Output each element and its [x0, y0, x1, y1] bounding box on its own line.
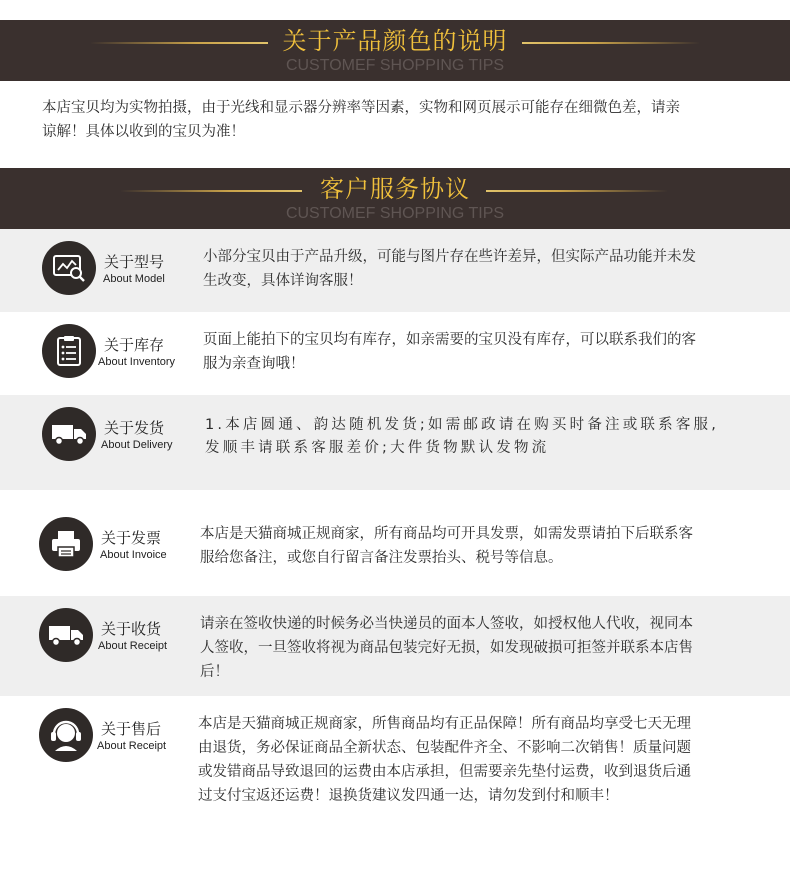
row-text-line: 后！ [200, 664, 229, 680]
row-text-line: 过支付宝返还运费！退换货建议发四通一达，请勿发到付和顺丰！ [198, 788, 619, 804]
row-text-line: 小部分宝贝由于产品升级，可能与图片存在些许差异，但实际产品功能并未发 [203, 249, 696, 265]
row-text-line: 请亲在签收快递的时候务必当快递员的面本人签收，如授权他人代收，视同本 [200, 616, 693, 632]
service-row-model [0, 229, 790, 312]
customer-service-icon [39, 708, 93, 762]
color-note-line-1: 本店宝贝均为实物拍摄，由于光线和显示器分辨率等因素，实物和网页展示可能存在细微色差，请亲 [42, 100, 680, 116]
row-text-line: 1.本店圆通、韵达随机发货;如需邮政请在购买时备注或联系客服, [205, 417, 720, 433]
row-label-en: About Invoice [100, 549, 167, 561]
row-text-line: 服为亲查询哦！ [203, 356, 305, 372]
row-label-cn: 关于售后 [101, 720, 162, 738]
chart-search-icon [42, 241, 96, 295]
row-text-line: 生改变，具体详询客服！ [203, 273, 363, 289]
receipt-truck-icon [39, 608, 93, 662]
row-label-en: About Receipt [98, 640, 168, 652]
row-label-cn: 关于收货 [101, 620, 162, 638]
banner-title: 客户服务协议 [320, 175, 470, 203]
row-label-en: About Delivery [101, 439, 173, 451]
row-text-line: 本店是天猫商城正规商家，所售商品均有正品保障！所有商品均享受七天无理 [198, 716, 691, 732]
clipboard-list-icon [42, 324, 96, 378]
row-text-line: 人签收，一旦签收将视为商品包装完好无损，如发现破损可拒签并联系本店售 [200, 640, 693, 656]
row-text-line: 页面上能拍下的宝贝均有库存，如亲需要的宝贝没有库存，可以联系我们的客 [203, 332, 696, 348]
banner-subtitle: CUSTOMEF SHOPPING TIPS [285, 205, 505, 222]
service-row-delivery [0, 395, 790, 490]
row-label-en: About Receipt [97, 740, 167, 752]
row-text-line: 由退货，务必保证商品全新状态、包装配件齐全、不影响二次销售！质量问题 [198, 740, 691, 756]
service-row-after-sales [0, 696, 790, 878]
row-label-en: About Inventory [98, 356, 176, 368]
row-label-en: About Model [103, 273, 165, 285]
row-text-line: 或发错商品导致退回的运费由本店承担，但需要亲先垫付运费，收到退货后通 [198, 764, 691, 780]
banner-title: 关于产品颜色的说明 [282, 27, 508, 55]
printer-icon [39, 517, 93, 571]
banner-subtitle: CUSTOMEF SHOPPING TIPS [285, 57, 505, 74]
row-text-line: 发顺丰请联系客服差价;大件货物默认发物流 [205, 440, 550, 456]
row-label-cn: 关于发货 [104, 419, 165, 437]
color-note-line-2: 谅解！具体以收到的宝贝为准！ [42, 124, 245, 140]
service-row-invoice [0, 490, 790, 596]
delivery-truck-icon [42, 407, 96, 461]
service-agreement-banner [0, 168, 790, 229]
row-label-cn: 关于型号 [104, 253, 165, 271]
row-text-line: 本店是天猫商城正规商家，所有商品均可开具发票，如需发票请拍下后联系客 [200, 526, 693, 542]
row-label-cn: 关于库存 [104, 336, 165, 354]
color-note-banner [0, 20, 790, 81]
row-label-cn: 关于发票 [101, 529, 162, 547]
service-row-receipt [0, 596, 790, 696]
service-row-inventory [0, 312, 790, 395]
row-text-line: 服给您备注，或您自行留言备注发票抬头、税号等信息。 [200, 550, 563, 566]
